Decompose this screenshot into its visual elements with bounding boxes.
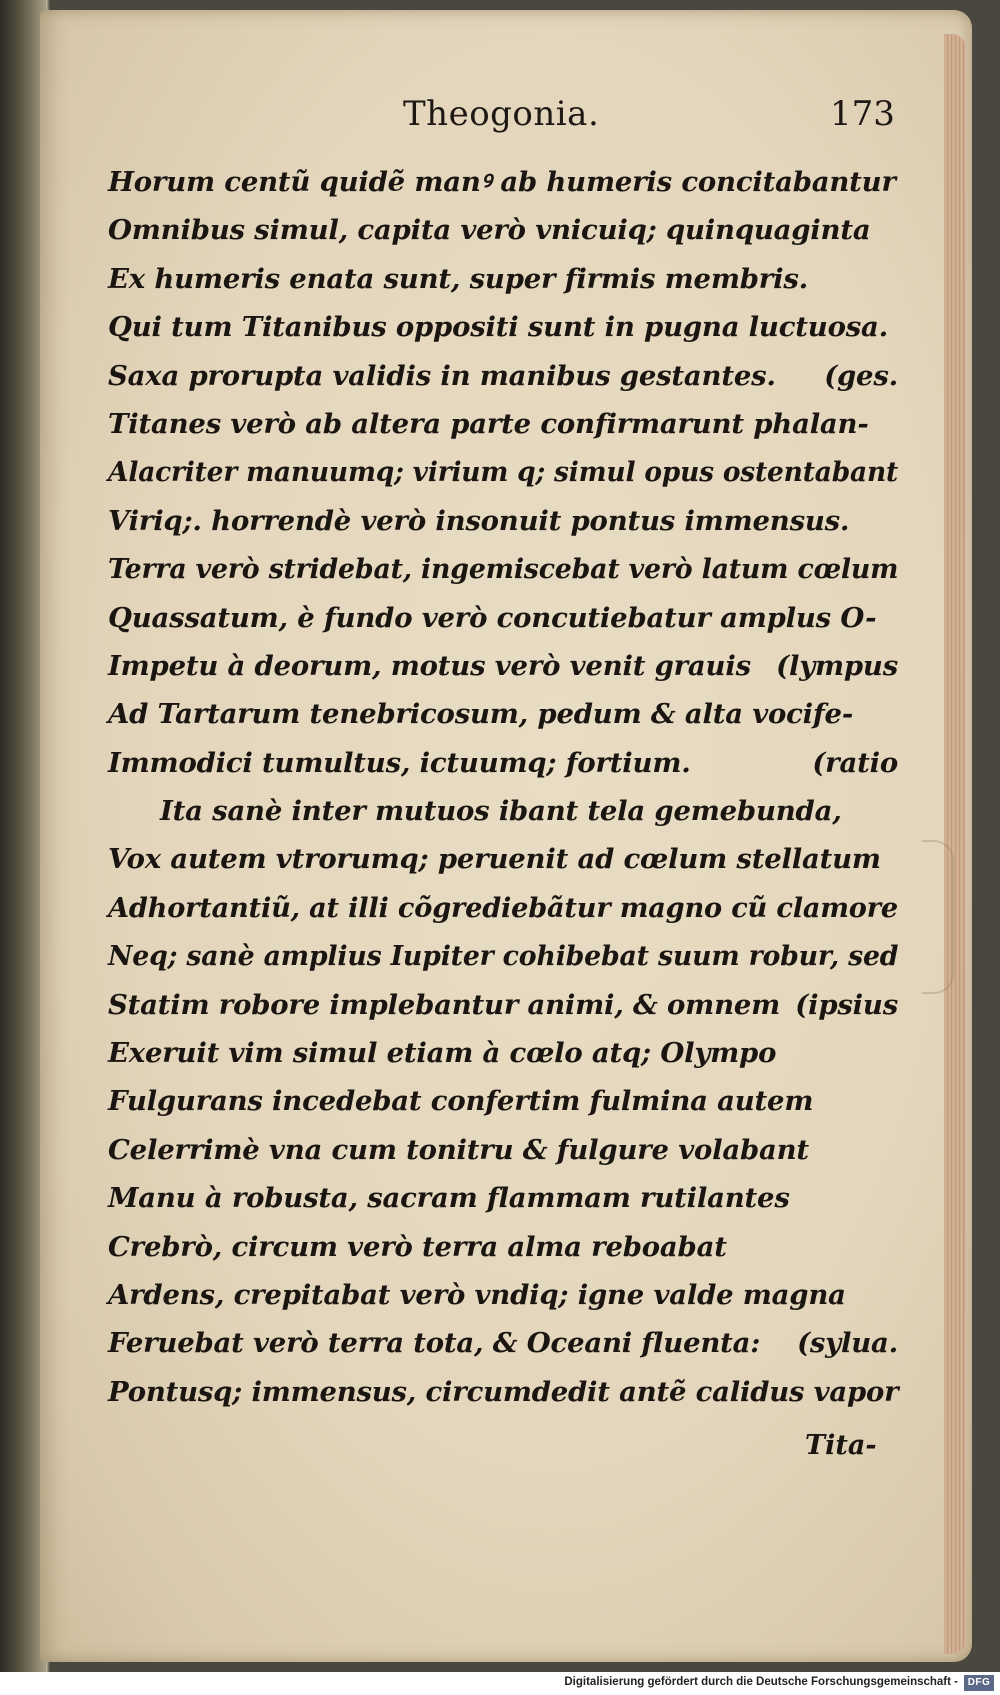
- text-line-turnover: (sylua.: [797, 1327, 898, 1360]
- text-line-main: Viriq;. horrendè verò insonuit pontus immensus.: [108, 504, 850, 537]
- text-line: [108, 1271, 898, 1319]
- text-line: [108, 932, 898, 980]
- text-line-turnover: (ratio: [812, 746, 898, 779]
- text-line: [108, 787, 898, 835]
- text-line-main: Pontusq; immensus, circumdedit antẽ calidus vapor: [108, 1375, 899, 1408]
- text-line: [108, 497, 898, 545]
- text-line-main: Impetu à deorum, motus verò venit grauis: [108, 649, 751, 682]
- text-line: [108, 206, 898, 254]
- text-line-main: Immodici tumultus, ictuumq; fortium.: [108, 746, 691, 779]
- text-line-main: Ad Tartarum tenebricosum, pedum & alta vocife-: [108, 698, 854, 731]
- text-line: [108, 545, 898, 593]
- text-line: [108, 1029, 898, 1077]
- text-line-main: Neq; sanè amplius Iupiter cohibebat suum robur, sed: [108, 940, 899, 973]
- running-title: Theogonia.: [403, 94, 600, 134]
- running-head: [0, 94, 1000, 144]
- text-line-main: Manu à robusta, sacram flammam rutilantes: [108, 1182, 790, 1215]
- text-line: [108, 1077, 898, 1125]
- catchword: Tita-: [805, 1430, 877, 1461]
- text-line-main: Celerrimè vna cum tonitru & fulgure volabant: [108, 1133, 809, 1166]
- text-line-main: Omnibus simul, capita verò vnicuiq; quinquaginta: [108, 214, 871, 247]
- text-line: [108, 642, 898, 690]
- text-line-main: Titanes verò ab altera parte confirmarunt phalan-: [108, 407, 869, 440]
- text-line: [108, 303, 898, 351]
- text-line-main: Ardens, crepitabat verò vndiq; igne valde magna: [108, 1278, 846, 1311]
- text-line-main: Qui tum Titanibus oppositi sunt in pugna luctuosa.: [108, 311, 888, 344]
- text-line-main: Terra verò stridebat, ingemiscebat verò latum cœlum: [108, 553, 899, 586]
- text-line-turnover: (ges.: [824, 359, 898, 392]
- text-line: [108, 594, 898, 642]
- text-line-main: Ex humeris enata sunt, super firmis membris.: [108, 262, 808, 295]
- text-line: [108, 400, 898, 448]
- text-line-turnover: (lympus: [776, 649, 898, 682]
- text-line: [108, 1174, 898, 1222]
- text-line: [108, 690, 898, 738]
- text-line-main: Saxa prorupta validis in manibus gestantes.: [108, 359, 776, 392]
- text-line: [108, 1126, 898, 1174]
- text-line: [108, 739, 898, 787]
- text-line-turnover: (ipsius: [795, 988, 898, 1021]
- text-line: [108, 981, 898, 1029]
- text-line: [108, 352, 898, 400]
- page-tab-mark: [922, 840, 954, 994]
- text-line-main: Crebrò, circum verò terra alma reboabat: [108, 1230, 727, 1263]
- footer-bar: [0, 1672, 1000, 1695]
- text-line-main: Fulgurans incedebat confertim fulmina autem: [108, 1085, 814, 1118]
- text-line-main: Exeruit vim simul etiam à cœlo atq; Olympo: [108, 1037, 777, 1070]
- text-line: [108, 255, 898, 303]
- text-line-main: Statim robore implebantur animi, & omnem: [108, 988, 781, 1021]
- text-line: [108, 884, 898, 932]
- page-number: 173: [830, 94, 895, 134]
- text-line-main: Quassatum, è fundo verò concutiebatur amplus O-: [108, 601, 877, 634]
- text-line-main: Horum centũ quidẽ manꝰ ab humeris concitabantur: [108, 166, 896, 198]
- text-line: [108, 835, 898, 883]
- text-line: [108, 158, 898, 206]
- funding-credit: Digitalisierung gefördert durch die Deutsche Forschungsgemeinschaft -: [564, 1676, 958, 1688]
- text-line: [108, 1368, 898, 1416]
- verse-text-block: [108, 158, 898, 1416]
- page-edge: [944, 34, 966, 1654]
- text-line-main: Vox autem vtrorumq; peruenit ad cœlum stellatum: [108, 843, 881, 876]
- text-line-main: Feruebat verò terra tota, & Oceani fluenta:: [108, 1327, 761, 1360]
- text-line-main: Ita sanè inter mutuos ibant tela gemebunda,: [160, 795, 842, 828]
- text-line: [108, 1223, 898, 1271]
- text-line-main: Adhortantiũ, at illi cõgrediebãtur magno cũ clamore: [108, 891, 898, 924]
- dfg-logo-icon: DFG: [964, 1675, 994, 1691]
- text-line-main: Alacriter manuumq; virium q; simul opus ostentabant: [108, 456, 899, 489]
- text-line: [108, 1319, 898, 1367]
- text-line: [108, 448, 898, 496]
